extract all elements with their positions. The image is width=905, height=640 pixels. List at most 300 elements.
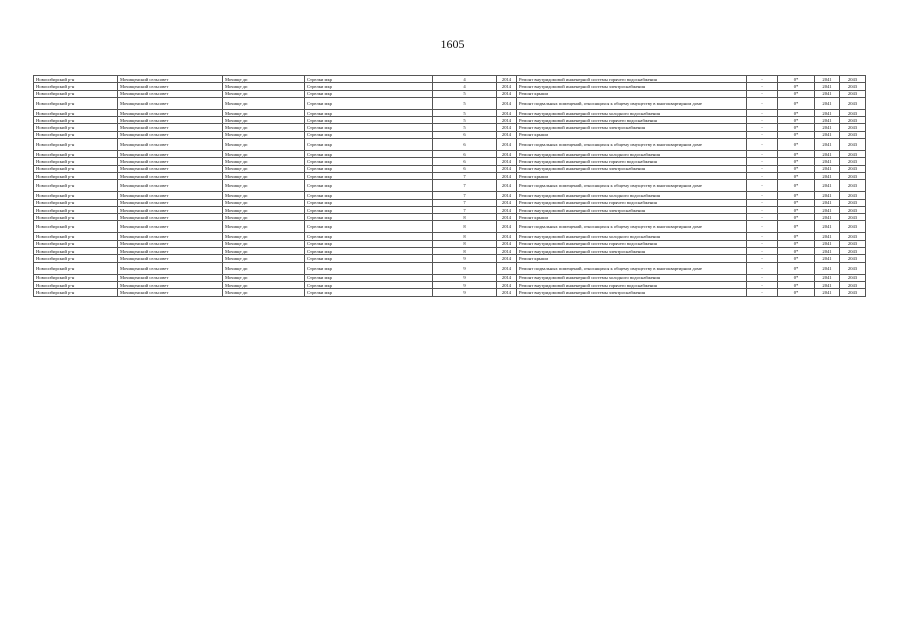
street-cell: Стрелки мкр (305, 158, 433, 165)
locality-cell: Мочище дп (223, 83, 305, 90)
year-cell: 2014 (497, 83, 517, 90)
locality-cell: Мочище дп (223, 180, 305, 192)
dash-cell: - (747, 214, 778, 221)
district-cell: Новосибирский р-н (34, 172, 118, 179)
value-cell: 0* (778, 97, 815, 109)
work-type-cell: Ремонт внутридомовой инженерной системы горячего водоснабжения (517, 281, 747, 288)
locality-cell: Мочище дп (223, 262, 305, 274)
district-cell: Новосибирский р-н (34, 117, 118, 124)
locality-cell: Мочище дп (223, 131, 305, 138)
end-year-cell: 2043 (840, 117, 866, 124)
year-cell: 2014 (497, 199, 517, 206)
street-cell: Стрелки мкр (305, 131, 433, 138)
work-type-cell: Ремонт подвальных помещений, относящихся к общему имуществу в многоквартирном доме (517, 139, 747, 151)
locality-cell: Мочище дп (223, 90, 305, 97)
house-number-cell: 5 (433, 117, 497, 124)
district-cell: Новосибирский р-н (34, 240, 118, 247)
work-type-cell: Ремонт внутридомовой инженерной системы электроснабжения (517, 289, 747, 296)
end-year-cell: 2043 (840, 221, 866, 233)
table-row (34, 83, 866, 90)
start-year-cell: 2041 (815, 248, 840, 255)
value-cell: 0* (778, 206, 815, 213)
district-cell: Новосибирский р-н (34, 281, 118, 288)
dash-cell: - (747, 90, 778, 97)
dash-cell: - (747, 109, 778, 116)
dash-cell: - (747, 262, 778, 274)
start-year-cell: 2041 (815, 117, 840, 124)
house-number-cell: 9 (433, 274, 497, 281)
settlement-cell: Мочищенский сельсовет (118, 240, 223, 247)
house-number-cell: 7 (433, 180, 497, 192)
year-cell: 2014 (497, 248, 517, 255)
dash-cell: - (747, 192, 778, 199)
work-type-cell: Ремонт внутридомовой инженерной системы электроснабжения (517, 248, 747, 255)
value-cell: 0* (778, 199, 815, 206)
house-number-cell: 9 (433, 255, 497, 262)
settlement-cell: Мочищенский сельсовет (118, 214, 223, 221)
start-year-cell: 2041 (815, 165, 840, 172)
work-type-cell: Ремонт крыши (517, 214, 747, 221)
locality-cell: Мочище дп (223, 124, 305, 131)
work-type-cell: Ремонт внутридомовой инженерной системы горячего водоснабжения (517, 117, 747, 124)
year-cell: 2014 (497, 180, 517, 192)
year-cell: 2014 (497, 221, 517, 233)
end-year-cell: 2043 (840, 165, 866, 172)
table-row (34, 255, 866, 262)
street-cell: Стрелки мкр (305, 97, 433, 109)
work-type-cell: Ремонт внутридомовой инженерной системы холодного водоснабжения (517, 233, 747, 240)
end-year-cell: 2043 (840, 206, 866, 213)
settlement-cell: Мочищенский сельсовет (118, 180, 223, 192)
locality-cell: Мочище дп (223, 274, 305, 281)
value-cell: 0* (778, 221, 815, 233)
work-type-cell: Ремонт подвальных помещений, относящихся к общему имуществу в многоквартирном доме (517, 180, 747, 192)
value-cell: 0* (778, 158, 815, 165)
settlement-cell: Мочищенский сельсовет (118, 165, 223, 172)
settlement-cell: Мочищенский сельсовет (118, 221, 223, 233)
work-type-cell: Ремонт крыши (517, 172, 747, 179)
dash-cell: - (747, 240, 778, 247)
table-row (34, 248, 866, 255)
start-year-cell: 2041 (815, 206, 840, 213)
start-year-cell: 2041 (815, 214, 840, 221)
end-year-cell: 2043 (840, 192, 866, 199)
table-row (34, 240, 866, 247)
start-year-cell: 2041 (815, 240, 840, 247)
work-type-cell: Ремонт внутридомовой инженерной системы горячего водоснабжения (517, 199, 747, 206)
table-row (34, 76, 866, 83)
street-cell: Стрелки мкр (305, 90, 433, 97)
house-number-cell: 6 (433, 131, 497, 138)
street-cell: Стрелки мкр (305, 274, 433, 281)
locality-cell: Мочище дп (223, 233, 305, 240)
end-year-cell: 2043 (840, 262, 866, 274)
settlement-cell: Мочищенский сельсовет (118, 262, 223, 274)
year-cell: 2014 (497, 192, 517, 199)
district-cell: Новосибирский р-н (34, 233, 118, 240)
district-cell: Новосибирский р-н (34, 221, 118, 233)
end-year-cell: 2043 (840, 240, 866, 247)
locality-cell: Мочище дп (223, 76, 305, 83)
end-year-cell: 2043 (840, 180, 866, 192)
work-type-cell: Ремонт подвальных помещений, относящихся к общему имуществу в многоквартирном доме (517, 97, 747, 109)
year-cell: 2014 (497, 172, 517, 179)
start-year-cell: 2041 (815, 281, 840, 288)
value-cell: 0* (778, 83, 815, 90)
start-year-cell: 2041 (815, 255, 840, 262)
start-year-cell: 2041 (815, 76, 840, 83)
value-cell: 0* (778, 289, 815, 296)
table-row (34, 206, 866, 213)
value-cell: 0* (778, 240, 815, 247)
year-cell: 2014 (497, 255, 517, 262)
value-cell: 0* (778, 151, 815, 158)
end-year-cell: 2043 (840, 255, 866, 262)
start-year-cell: 2041 (815, 124, 840, 131)
settlement-cell: Мочищенский сельсовет (118, 199, 223, 206)
value-cell: 0* (778, 124, 815, 131)
locality-cell: Мочище дп (223, 109, 305, 116)
locality-cell: Мочище дп (223, 151, 305, 158)
locality-cell: Мочище дп (223, 289, 305, 296)
value-cell: 0* (778, 172, 815, 179)
year-cell: 2014 (497, 165, 517, 172)
house-number-cell: 8 (433, 240, 497, 247)
end-year-cell: 2043 (840, 172, 866, 179)
dash-cell: - (747, 281, 778, 288)
start-year-cell: 2041 (815, 158, 840, 165)
end-year-cell: 2043 (840, 109, 866, 116)
work-type-cell: Ремонт крыши (517, 131, 747, 138)
year-cell: 2014 (497, 281, 517, 288)
settlement-cell: Мочищенский сельсовет (118, 117, 223, 124)
district-cell: Новосибирский р-н (34, 192, 118, 199)
street-cell: Стрелки мкр (305, 192, 433, 199)
document-table (33, 75, 866, 297)
settlement-cell: Мочищенский сельсовет (118, 139, 223, 151)
district-cell: Новосибирский р-н (34, 248, 118, 255)
value-cell: 0* (778, 214, 815, 221)
dash-cell: - (747, 124, 778, 131)
work-type-cell: Ремонт крыши (517, 90, 747, 97)
settlement-cell: Мочищенский сельсовет (118, 158, 223, 165)
year-cell: 2014 (497, 124, 517, 131)
table-row (34, 233, 866, 240)
value-cell: 0* (778, 255, 815, 262)
table-row (34, 274, 866, 281)
start-year-cell: 2041 (815, 139, 840, 151)
end-year-cell: 2043 (840, 248, 866, 255)
district-cell: Новосибирский р-н (34, 151, 118, 158)
dash-cell: - (747, 274, 778, 281)
start-year-cell: 2041 (815, 151, 840, 158)
district-cell: Новосибирский р-н (34, 83, 118, 90)
street-cell: Стрелки мкр (305, 117, 433, 124)
value-cell: 0* (778, 109, 815, 116)
table-row (34, 192, 866, 199)
house-number-cell: 7 (433, 172, 497, 179)
value-cell: 0* (778, 180, 815, 192)
work-type-cell: Ремонт внутридомовой инженерной системы электроснабжения (517, 83, 747, 90)
start-year-cell: 2041 (815, 172, 840, 179)
end-year-cell: 2043 (840, 90, 866, 97)
street-cell: Стрелки мкр (305, 109, 433, 116)
settlement-cell: Мочищенский сельсовет (118, 274, 223, 281)
district-cell: Новосибирский р-н (34, 139, 118, 151)
year-cell: 2014 (497, 214, 517, 221)
district-cell: Новосибирский р-н (34, 97, 118, 109)
year-cell: 2014 (497, 262, 517, 274)
work-type-cell: Ремонт внутридомовой инженерной системы электроснабжения (517, 206, 747, 213)
street-cell: Стрелки мкр (305, 281, 433, 288)
dash-cell: - (747, 199, 778, 206)
table-row (34, 289, 866, 296)
work-type-cell: Ремонт внутридомовой инженерной системы холодного водоснабжения (517, 109, 747, 116)
street-cell: Стрелки мкр (305, 165, 433, 172)
work-type-cell: Ремонт внутридомовой инженерной системы электроснабжения (517, 124, 747, 131)
start-year-cell: 2041 (815, 83, 840, 90)
settlement-cell: Мочищенский сельсовет (118, 255, 223, 262)
house-number-cell: 5 (433, 109, 497, 116)
table-row (34, 124, 866, 131)
value-cell: 0* (778, 248, 815, 255)
value-cell: 0* (778, 117, 815, 124)
end-year-cell: 2043 (840, 151, 866, 158)
district-cell: Новосибирский р-н (34, 274, 118, 281)
dash-cell: - (747, 248, 778, 255)
district-cell: Новосибирский р-н (34, 158, 118, 165)
street-cell: Стрелки мкр (305, 214, 433, 221)
work-type-cell: Ремонт внутридомовой инженерной системы горячего водоснабжения (517, 76, 747, 83)
start-year-cell: 2041 (815, 131, 840, 138)
house-number-cell: 6 (433, 158, 497, 165)
year-cell: 2014 (497, 151, 517, 158)
end-year-cell: 2043 (840, 281, 866, 288)
year-cell: 2014 (497, 139, 517, 151)
street-cell: Стрелки мкр (305, 124, 433, 131)
year-cell: 2014 (497, 90, 517, 97)
end-year-cell: 2043 (840, 97, 866, 109)
house-number-cell: 9 (433, 262, 497, 274)
year-cell: 2014 (497, 109, 517, 116)
dash-cell: - (747, 97, 778, 109)
street-cell: Стрелки мкр (305, 180, 433, 192)
value-cell: 0* (778, 76, 815, 83)
dash-cell: - (747, 151, 778, 158)
start-year-cell: 2041 (815, 221, 840, 233)
work-type-cell: Ремонт внутридомовой инженерной системы холодного водоснабжения (517, 192, 747, 199)
table-row (34, 172, 866, 179)
start-year-cell: 2041 (815, 233, 840, 240)
settlement-cell: Мочищенский сельсовет (118, 76, 223, 83)
table-row (34, 139, 866, 151)
locality-cell: Мочище дп (223, 281, 305, 288)
start-year-cell: 2041 (815, 192, 840, 199)
work-type-cell: Ремонт внутридомовой инженерной системы горячего водоснабжения (517, 158, 747, 165)
house-number-cell: 6 (433, 139, 497, 151)
house-number-cell: 7 (433, 199, 497, 206)
street-cell: Стрелки мкр (305, 83, 433, 90)
house-number-cell: 6 (433, 151, 497, 158)
table-row (34, 165, 866, 172)
end-year-cell: 2043 (840, 289, 866, 296)
table-row (34, 180, 866, 192)
locality-cell: Мочище дп (223, 206, 305, 213)
year-cell: 2014 (497, 97, 517, 109)
start-year-cell: 2041 (815, 180, 840, 192)
value-cell: 0* (778, 274, 815, 281)
settlement-cell: Мочищенский сельсовет (118, 172, 223, 179)
value-cell: 0* (778, 131, 815, 138)
end-year-cell: 2043 (840, 233, 866, 240)
value-cell: 0* (778, 281, 815, 288)
district-cell: Новосибирский р-н (34, 289, 118, 296)
dash-cell: - (747, 221, 778, 233)
district-cell: Новосибирский р-н (34, 76, 118, 83)
start-year-cell: 2041 (815, 274, 840, 281)
settlement-cell: Мочищенский сельсовет (118, 109, 223, 116)
house-number-cell: 7 (433, 192, 497, 199)
locality-cell: Мочище дп (223, 214, 305, 221)
table-row (34, 151, 866, 158)
table-row (34, 158, 866, 165)
end-year-cell: 2043 (840, 131, 866, 138)
dash-cell: - (747, 180, 778, 192)
settlement-cell: Мочищенский сельсовет (118, 83, 223, 90)
locality-cell: Мочище дп (223, 248, 305, 255)
settlement-cell: Мочищенский сельсовет (118, 206, 223, 213)
dash-cell: - (747, 76, 778, 83)
district-cell: Новосибирский р-н (34, 165, 118, 172)
settlement-cell: Мочищенский сельсовет (118, 289, 223, 296)
locality-cell: Мочище дп (223, 192, 305, 199)
work-type-cell: Ремонт крыши (517, 255, 747, 262)
district-cell: Новосибирский р-н (34, 214, 118, 221)
table-row (34, 281, 866, 288)
house-number-cell: 8 (433, 233, 497, 240)
year-cell: 2014 (497, 240, 517, 247)
dash-cell: - (747, 158, 778, 165)
locality-cell: Мочище дп (223, 172, 305, 179)
settlement-cell: Мочищенский сельсовет (118, 248, 223, 255)
table-row (34, 90, 866, 97)
street-cell: Стрелки мкр (305, 151, 433, 158)
end-year-cell: 2043 (840, 199, 866, 206)
settlement-cell: Мочищенский сельсовет (118, 90, 223, 97)
page-number: 1605 (440, 37, 465, 51)
street-cell: Стрелки мкр (305, 172, 433, 179)
house-number-cell: 8 (433, 248, 497, 255)
locality-cell: Мочище дп (223, 165, 305, 172)
street-cell: Стрелки мкр (305, 289, 433, 296)
value-cell: 0* (778, 262, 815, 274)
work-type-cell: Ремонт подвальных помещений, относящихся к общему имуществу в многоквартирном доме (517, 221, 747, 233)
house-number-cell: 8 (433, 221, 497, 233)
dash-cell: - (747, 117, 778, 124)
work-type-cell: Ремонт внутридомовой инженерной системы холодного водоснабжения (517, 274, 747, 281)
street-cell: Стрелки мкр (305, 233, 433, 240)
district-cell: Новосибирский р-н (34, 262, 118, 274)
table-body (34, 76, 866, 297)
street-cell: Стрелки мкр (305, 262, 433, 274)
table-row (34, 109, 866, 116)
house-number-cell: 9 (433, 289, 497, 296)
start-year-cell: 2041 (815, 90, 840, 97)
value-cell: 0* (778, 233, 815, 240)
district-cell: Новосибирский р-н (34, 199, 118, 206)
locality-cell: Мочище дп (223, 139, 305, 151)
year-cell: 2014 (497, 131, 517, 138)
value-cell: 0* (778, 139, 815, 151)
locality-cell: Мочище дп (223, 117, 305, 124)
district-cell: Новосибирский р-н (34, 255, 118, 262)
value-cell: 0* (778, 165, 815, 172)
house-number-cell: 7 (433, 206, 497, 213)
settlement-cell: Мочищенский сельсовет (118, 192, 223, 199)
district-cell: Новосибирский р-н (34, 109, 118, 116)
table-row (34, 214, 866, 221)
street-cell: Стрелки мкр (305, 139, 433, 151)
end-year-cell: 2043 (840, 158, 866, 165)
end-year-cell: 2043 (840, 76, 866, 83)
table-row (34, 221, 866, 233)
street-cell: Стрелки мкр (305, 76, 433, 83)
start-year-cell: 2041 (815, 97, 840, 109)
table-row (34, 262, 866, 274)
value-cell: 0* (778, 192, 815, 199)
house-number-cell: 4 (433, 76, 497, 83)
district-cell: Новосибирский р-н (34, 90, 118, 97)
table-row (34, 97, 866, 109)
work-type-cell: Ремонт внутридомовой инженерной системы холодного водоснабжения (517, 151, 747, 158)
year-cell: 2014 (497, 233, 517, 240)
street-cell: Стрелки мкр (305, 221, 433, 233)
settlement-cell: Мочищенский сельсовет (118, 131, 223, 138)
dash-cell: - (747, 255, 778, 262)
locality-cell: Мочище дп (223, 158, 305, 165)
year-cell: 2014 (497, 274, 517, 281)
locality-cell: Мочище дп (223, 199, 305, 206)
year-cell: 2014 (497, 206, 517, 213)
table-row (34, 117, 866, 124)
start-year-cell: 2041 (815, 262, 840, 274)
district-cell: Новосибирский р-н (34, 206, 118, 213)
end-year-cell: 2043 (840, 139, 866, 151)
house-number-cell: 5 (433, 97, 497, 109)
dash-cell: - (747, 206, 778, 213)
start-year-cell: 2041 (815, 289, 840, 296)
locality-cell: Мочище дп (223, 221, 305, 233)
settlement-cell: Мочищенский сельсовет (118, 151, 223, 158)
house-number-cell: 6 (433, 165, 497, 172)
settlement-cell: Мочищенский сельсовет (118, 233, 223, 240)
value-cell: 0* (778, 90, 815, 97)
house-number-cell: 9 (433, 281, 497, 288)
street-cell: Стрелки мкр (305, 255, 433, 262)
street-cell: Стрелки мкр (305, 248, 433, 255)
district-cell: Новосибирский р-н (34, 180, 118, 192)
street-cell: Стрелки мкр (305, 240, 433, 247)
dash-cell: - (747, 289, 778, 296)
dash-cell: - (747, 131, 778, 138)
house-number-cell: 8 (433, 214, 497, 221)
dash-cell: - (747, 233, 778, 240)
dash-cell: - (747, 172, 778, 179)
settlement-cell: Мочищенский сельсовет (118, 97, 223, 109)
settlement-cell: Мочищенский сельсовет (118, 281, 223, 288)
district-cell: Новосибирский р-н (34, 124, 118, 131)
end-year-cell: 2043 (840, 274, 866, 281)
